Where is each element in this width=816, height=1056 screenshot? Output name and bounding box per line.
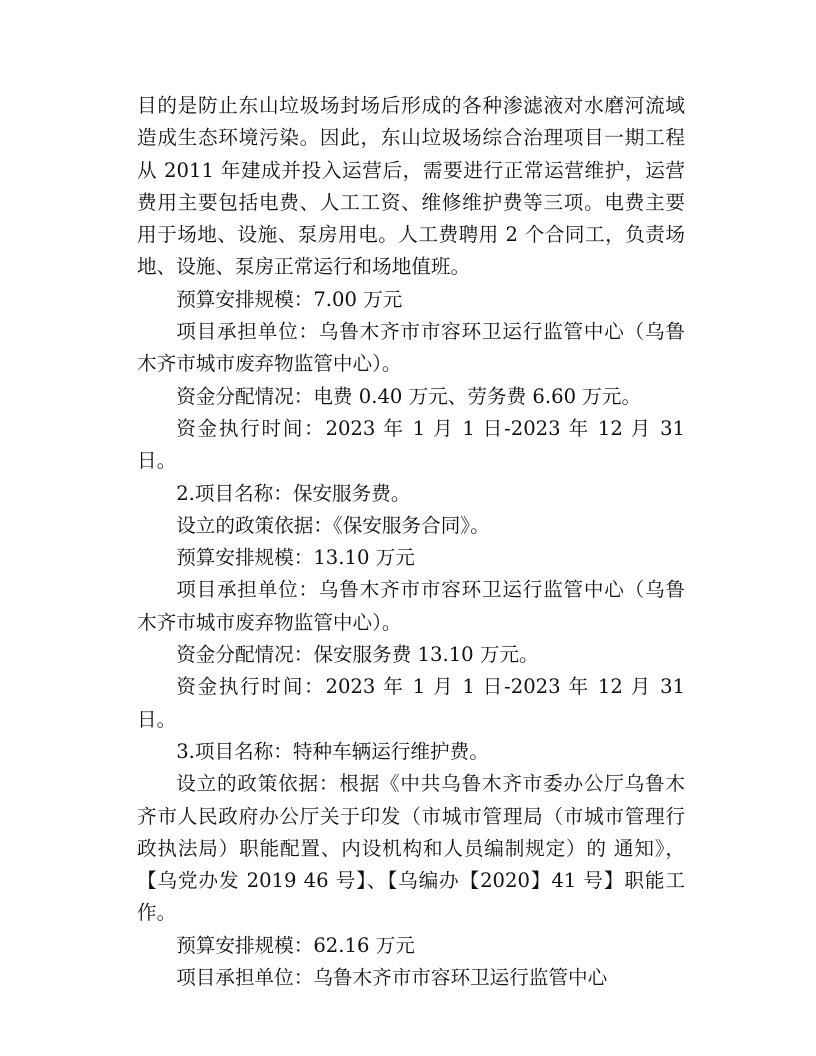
paragraph-responsible-unit-1: 项目承担单位：乌鲁木齐市市容环卫运行监管中心（乌鲁木齐市城市废弃物监管中心）。 — [137, 320, 685, 376]
paragraph-project-name-3: 3.项目名称：特种车辆运行维护费。 — [176, 739, 489, 763]
paragraph-project-purpose: 目的是防止东山垃圾场封场后形成的各种渗滤液对水磨河流域 造成生态环境污染。因此，东山垃圾场综合治理项目一期工程从 2011 年建成并投入运营后，需要进行正常运营维护，运营费用主要包括电费、人工工资、维修维护费等三项。电费主要用于场地、设施、泵房用电。人工费聘用 2 个合同工，负责场地、设施、泵房正常运行和场地值班。 — [137, 94, 685, 279]
paragraph-budget-scale-2: 预算安排规模：13.10 万元 — [176, 546, 415, 570]
paragraph-budget-scale-3: 预算安排规模：62.16 万元 — [176, 933, 415, 957]
paragraph-execution-time-1: 资金执行时间：2023 年 1 月 1 日-2023 年 12 月 31 日。 — [137, 416, 685, 473]
paragraph-fund-allocation-1: 资金分配情况：电费 0.40 万元、劳务费 6.60 万元。 — [176, 384, 642, 408]
paragraph-execution-time-2: 资金执行时间：2023 年 1 月 1 日-2023 年 12 月 31 日。 — [137, 675, 685, 731]
paragraph-responsible-unit-2: 项目承担单位：乌鲁木齐市市容环卫运行监管中心（乌鲁木齐市城市废弃物监管中心）。 — [137, 578, 685, 634]
paragraph-budget-scale-1: 预算安排规模：7.00 万元 — [176, 287, 403, 311]
paragraph-responsible-unit-3: 项目承担单位：乌鲁木齐市市容环卫运行监管中心 — [176, 966, 608, 990]
paragraph-policy-basis-2: 设立的政策依据：《保安服务合同》。 — [176, 513, 490, 537]
paragraph-policy-basis-3: 设立的政策依据：根据《中共乌鲁木齐市委办公厅乌鲁木齐市人民政府办公厅关于印发（市城市管理局（市城市管理行政执法局）职能配置、内设机构和人员编制规定）的 通知》，【乌党办发 2019 46 号】、【乌编办【2020】41 号】职能工作。 — [137, 772, 685, 925]
document-page — [137, 90, 685, 994]
paragraph-project-name-2: 2.项目名称：保安服务费。 — [176, 481, 411, 505]
paragraph-fund-allocation-2: 资金分配情况：保安服务费 13.10 万元。 — [176, 643, 539, 667]
